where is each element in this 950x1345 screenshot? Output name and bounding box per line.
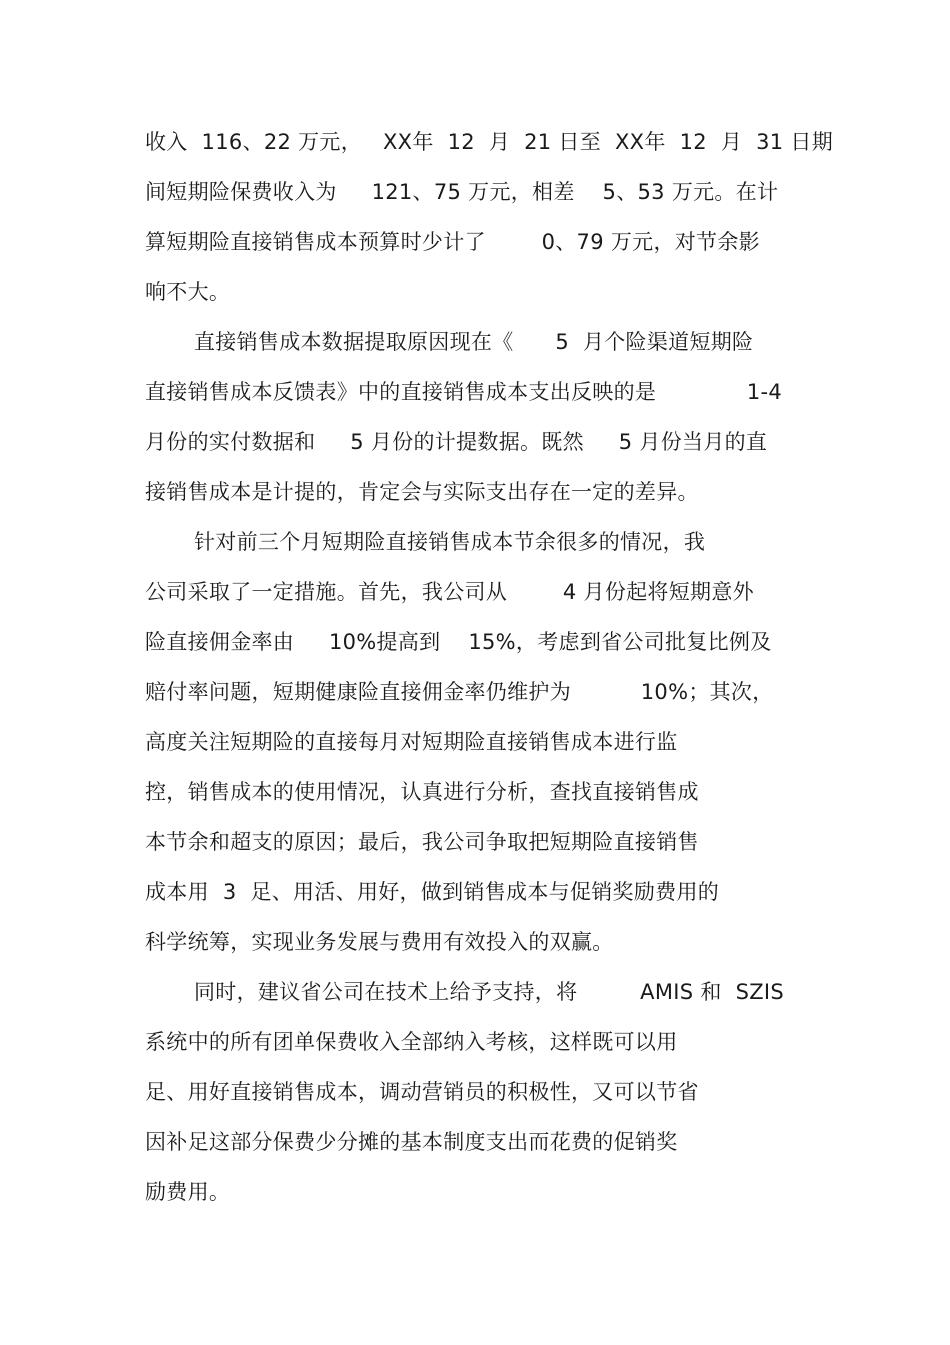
paragraph-4-line-1: 同时，建议省公司在技术上给予支持，将 AMIS 和 SZIS bbox=[194, 980, 785, 1004]
paragraph-4-line-3: 足、用好直接销售成本，调动营销员的积极性，又可以节省 bbox=[145, 1080, 699, 1104]
paragraph-3-line-1: 针对前三个月短期险直接销售成本节余很多的情况，我 bbox=[194, 530, 706, 554]
paragraph-3-line-2: 公司采取了一定措施。首先，我公司从 4 月份起将短期意外 bbox=[145, 580, 754, 604]
paragraph-4-line-5: 励费用。 bbox=[145, 1180, 231, 1204]
paragraph-3-line-8: 成本用 3 足、用活、用好，做到销售成本与促销奖励费用的 bbox=[145, 880, 720, 904]
paragraph-1-line-2: 间短期险保费收入为 121、75 万元，相差 5、53 万元。在计 bbox=[145, 180, 779, 204]
paragraph-3-line-7: 本节余和超支的原因；最后，我公司争取把短期险直接销售 bbox=[145, 830, 699, 854]
paragraph-1-line-4: 响不大。 bbox=[145, 280, 231, 304]
paragraph-2-line-3: 月份的实付数据和 5 月份的计提数据。既然 5 月份当月的直 bbox=[145, 430, 768, 454]
paragraph-2-line-1: 直接销售成本数据提取原因现在《 5 月个险渠道短期险 bbox=[194, 330, 754, 354]
paragraph-3-line-9: 科学统筹，实现业务发展与费用有效投入的双赢。 bbox=[145, 930, 614, 954]
paragraph-1-line-3: 算短期险直接销售成本预算时少计了 0、79 万元，对节余影 bbox=[145, 230, 760, 254]
paragraph-2-line-2: 直接销售成本反馈表》中的直接销售成本支出反映的是 1-4 bbox=[145, 380, 783, 404]
paragraph-4-line-2: 系统中的所有团单保费收入全部纳入考核，这样既可以用 bbox=[145, 1030, 678, 1054]
paragraph-1-line-1: 收入 116、22 万元， XX年 12 月 21 日至 XX年 12 月 31 日期 bbox=[145, 130, 833, 154]
paragraph-3-line-3: 险直接佣金率由 10%提高到 15%，考虑到省公司批复比例及 bbox=[145, 630, 772, 654]
paragraph-3-line-6: 控，销售成本的使用情况，认真进行分析，查找直接销售成 bbox=[145, 780, 699, 804]
paragraph-3-line-4: 赔付率问题，短期健康险直接佣金率仍维护为 10%；其次， bbox=[145, 680, 774, 704]
paragraph-2-line-4: 接销售成本是计提的，肯定会与实际支出存在一定的差异。 bbox=[145, 480, 699, 504]
paragraph-4-line-4: 因补足这部分保费少分摊的基本制度支出而花费的促销奖 bbox=[145, 1130, 678, 1154]
paragraph-3-line-5: 高度关注短期险的直接每月对短期险直接销售成本进行监 bbox=[145, 730, 678, 754]
